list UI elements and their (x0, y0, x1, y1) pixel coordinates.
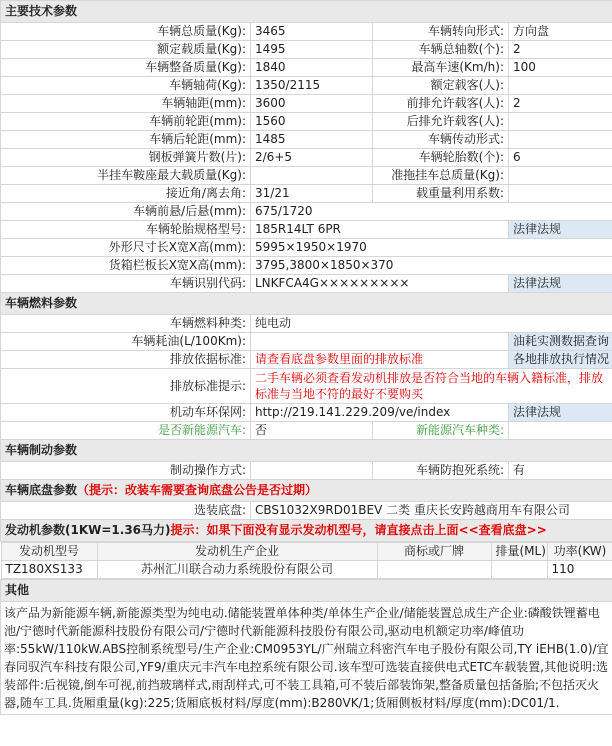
engine-brand-value (377, 561, 491, 579)
brake-row (1, 462, 612, 480)
spec-row (1, 23, 612, 41)
spec-label: 额定载客(人): (373, 77, 509, 95)
spec-value: 100 (509, 59, 612, 77)
emission-status-link[interactable]: 各地排放执行情况 (509, 351, 612, 369)
fuel-type-label: 车辆燃料种类: (1, 315, 251, 333)
cargo-size-row (1, 257, 612, 275)
nev-value: 否 (251, 422, 373, 440)
chassis-row (1, 502, 612, 520)
spec-row (1, 149, 612, 167)
chassis-tip: （提示：改装车需要查询底盘公告是否过期） (77, 483, 318, 497)
outer-size-row-value: 5995×1950×1970 (251, 239, 612, 257)
tire-row (1, 221, 612, 239)
spec-value: 2 (509, 41, 612, 59)
spec-value (509, 131, 612, 149)
cargo-size-row-value: 3795,3800×1850×370 (251, 257, 612, 275)
engine-power-value: 110 (547, 561, 612, 579)
fuel-consumption-row (1, 333, 612, 351)
spec-label: 车辆前轮距(mm): (1, 113, 251, 131)
brake-op-label: 制动操作方式: (1, 462, 251, 480)
section-engine-header (1, 520, 612, 542)
other-row (1, 602, 612, 715)
spec-value: 1840 (251, 59, 373, 77)
spec-label: 额定载质量(Kg): (1, 41, 251, 59)
spec-value (509, 167, 612, 185)
spec-value: 6 (509, 149, 612, 167)
engine-model-value: TZ180XS133 (1, 561, 97, 579)
spec-row (1, 167, 612, 185)
emission-value: 请查看底盘参数里面的排放标准 (251, 351, 509, 369)
section-main-header (1, 1, 612, 23)
other-description: 该产品为新能源车辆,新能源类型为纯电动.储能装置单体种类/单体生产企业/储能装置总成生产企业:磷酸铁锂蓄电池/宁德时代新能源科技股份有限公司/宁德时代新能源科技股份有限公司,驱动电机额定功率/峰值功率:55kW/110kW.ABS控制系统型号/生产企业:CM0953YL/广州瑞立科密汽车电子股份有限公司,TY iEHB(1.0)/宜春同驭汽车科技有限公司,YF9/重庆元丰汽车电控系统有限公司.该车型可选装直接供电式ETC车载装置,其他说明:选装部件:后视镜,倒车可视,前挡玻璃样式,雨刮样式,可不装工具箱,可不装后部装饰架,整备质量包括备胎;不包括灭火器,随车工具.货厢重量(kg):225;货厢底板材料/厚度(mm):B280VK/1;货厢侧板材料/厚度(mm):DC01/1. (1, 602, 612, 715)
law-link[interactable]: 法律法规 (509, 221, 612, 239)
emission-hint-row (1, 369, 612, 404)
section-fuel-header (1, 293, 612, 315)
spec-label: 后排允许载客(人): (373, 113, 509, 131)
view-chassis-link[interactable]: <<查看底盘>> (458, 523, 547, 537)
engine-power-header: 功率(KW) (547, 543, 612, 561)
spec-value: 3600 (251, 95, 373, 113)
emission-label: 排放依据标准: (1, 351, 251, 369)
brake-op-value (251, 462, 373, 480)
outer-size-row-label: 外形尺寸长X宽X高(mm): (1, 239, 251, 257)
law-link[interactable]: 法律法规 (509, 404, 612, 422)
spec-row (1, 59, 612, 77)
overhang-row-label: 车辆前悬/后悬(mm): (1, 203, 251, 221)
spec-value: 1485 (251, 131, 373, 149)
chassis-title: 车辆底盘参数 (5, 483, 78, 497)
env-site-label: 机动车环保网: (1, 404, 251, 422)
section-chassis-header (1, 480, 612, 502)
consumption-value (251, 333, 509, 351)
spec-label: 准拖挂车总质量(Kg): (373, 167, 509, 185)
vin-row-value: LNKFCA4G××××××××× (251, 275, 509, 293)
engine-header-row (1, 543, 612, 561)
section-other-title: 其他 (1, 580, 612, 602)
spec-value (251, 167, 373, 185)
vin-row-label: 车辆识别代码: (1, 275, 251, 293)
spec-value: 3465 (251, 23, 373, 41)
engine-table-holder (1, 542, 612, 580)
engine-maker-value: 苏州汇川联合动力系统股份有限公司 (97, 561, 377, 579)
env-site-url[interactable]: http://219.141.229.209/ve/index (251, 404, 509, 422)
cargo-size-row-label: 货箱栏板长X宽X高(mm): (1, 257, 251, 275)
spec-label: 车辆转向形式: (373, 23, 509, 41)
abs-label: 车辆防抱死系统: (373, 462, 509, 480)
section-chassis-title (1, 480, 612, 502)
spec-value: 方向盘 (509, 23, 612, 41)
env-site-row (1, 404, 612, 422)
law-link[interactable]: 法律法规 (509, 275, 612, 293)
spec-value (509, 113, 612, 131)
spec-label: 前排允许载客(人): (373, 95, 509, 113)
spec-value: 1560 (251, 113, 373, 131)
engine-table (1, 542, 612, 579)
overhang-row-value: 675/1720 (251, 203, 612, 221)
chassis-label: 选装底盘: (1, 502, 251, 520)
engine-data-row (1, 561, 612, 579)
spec-label: 钢板弹簧片数(片): (1, 149, 251, 167)
engine-tip: 提示：如果下面没有显示发动机型号，请直接点击上面 (170, 523, 459, 537)
spec-value: 1350/2115 (251, 77, 373, 95)
section-other-header (1, 580, 612, 602)
spec-label: 车辆整备质量(Kg): (1, 59, 251, 77)
engine-model-header: 发动机型号 (1, 543, 97, 561)
engine-displacement-header: 排量(ML) (491, 543, 547, 561)
nev-type-value (509, 422, 612, 440)
emission-hint-label: 排放标准提示: (1, 369, 251, 404)
spec-value: 31/21 (251, 185, 373, 203)
section-engine-title (1, 520, 612, 542)
tire-row-value: 185R14LT 6PR (251, 221, 509, 239)
overhang-row (1, 203, 612, 221)
chassis-value[interactable]: CBS1032X9RD01BEV 二类 重庆长安跨越商用车有限公司 (251, 502, 612, 520)
spec-label: 车辆后轮距(mm): (1, 131, 251, 149)
engine-maker-header: 发动机生产企业 (97, 543, 377, 561)
emission-hint-value: 二手车辆必须查看发动机排放是否符合当地的车辆入籍标准，排放标准与当地不符的最好不要购买 (251, 369, 612, 404)
emission-row (1, 351, 612, 369)
spec-label: 车辆轮胎数(个): (373, 149, 509, 167)
nev-label: 是否新能源汽车: (1, 422, 251, 440)
spec-label: 车辆总轴数(个): (373, 41, 509, 59)
fuel-type-value: 纯电动 (251, 315, 612, 333)
spec-value: 2/6+5 (251, 149, 373, 167)
section-brake-header (1, 440, 612, 462)
engine-brand-header: 商标或厂牌 (377, 543, 491, 561)
engine-title: 发动机参数(1KW=1.36马力) (5, 523, 171, 537)
spec-value: 2 (509, 95, 612, 113)
spec-label: 车辆总质量(Kg): (1, 23, 251, 41)
spec-value (509, 185, 612, 203)
tire-row-label: 车辆轮胎规格型号: (1, 221, 251, 239)
nev-type-label: 新能源汽车种类: (373, 422, 509, 440)
spec-row (1, 131, 612, 149)
spec-row (1, 77, 612, 95)
vin-row (1, 275, 612, 293)
nev-row (1, 422, 612, 440)
spec-label: 接近角/离去角: (1, 185, 251, 203)
spec-row (1, 95, 612, 113)
section-brake-title: 车辆制动参数 (1, 440, 612, 462)
outer-size-row (1, 239, 612, 257)
engine-table-row (1, 542, 612, 580)
consumption-query-link[interactable]: 油耗实测数据查询 (509, 333, 612, 351)
spec-row (1, 113, 612, 131)
spec-label: 半挂车鞍座最大载质量(Kg): (1, 167, 251, 185)
section-main-title: 主要技术参数 (1, 1, 612, 23)
abs-value: 有 (509, 462, 612, 480)
engine-displacement-value (491, 561, 547, 579)
spec-label: 载重量利用系数: (373, 185, 509, 203)
spec-label: 车辆轴荷(Kg): (1, 77, 251, 95)
spec-row (1, 185, 612, 203)
spec-label: 最高车速(Km/h): (373, 59, 509, 77)
section-fuel-title: 车辆燃料参数 (1, 293, 612, 315)
spec-value (509, 77, 612, 95)
spec-value: 1495 (251, 41, 373, 59)
fuel-type-row (1, 315, 612, 333)
spec-row (1, 41, 612, 59)
consumption-label: 车辆耗油(L/100Km): (1, 333, 251, 351)
spec-label: 车辆传动形式: (373, 131, 509, 149)
spec-label: 车辆轴距(mm): (1, 95, 251, 113)
